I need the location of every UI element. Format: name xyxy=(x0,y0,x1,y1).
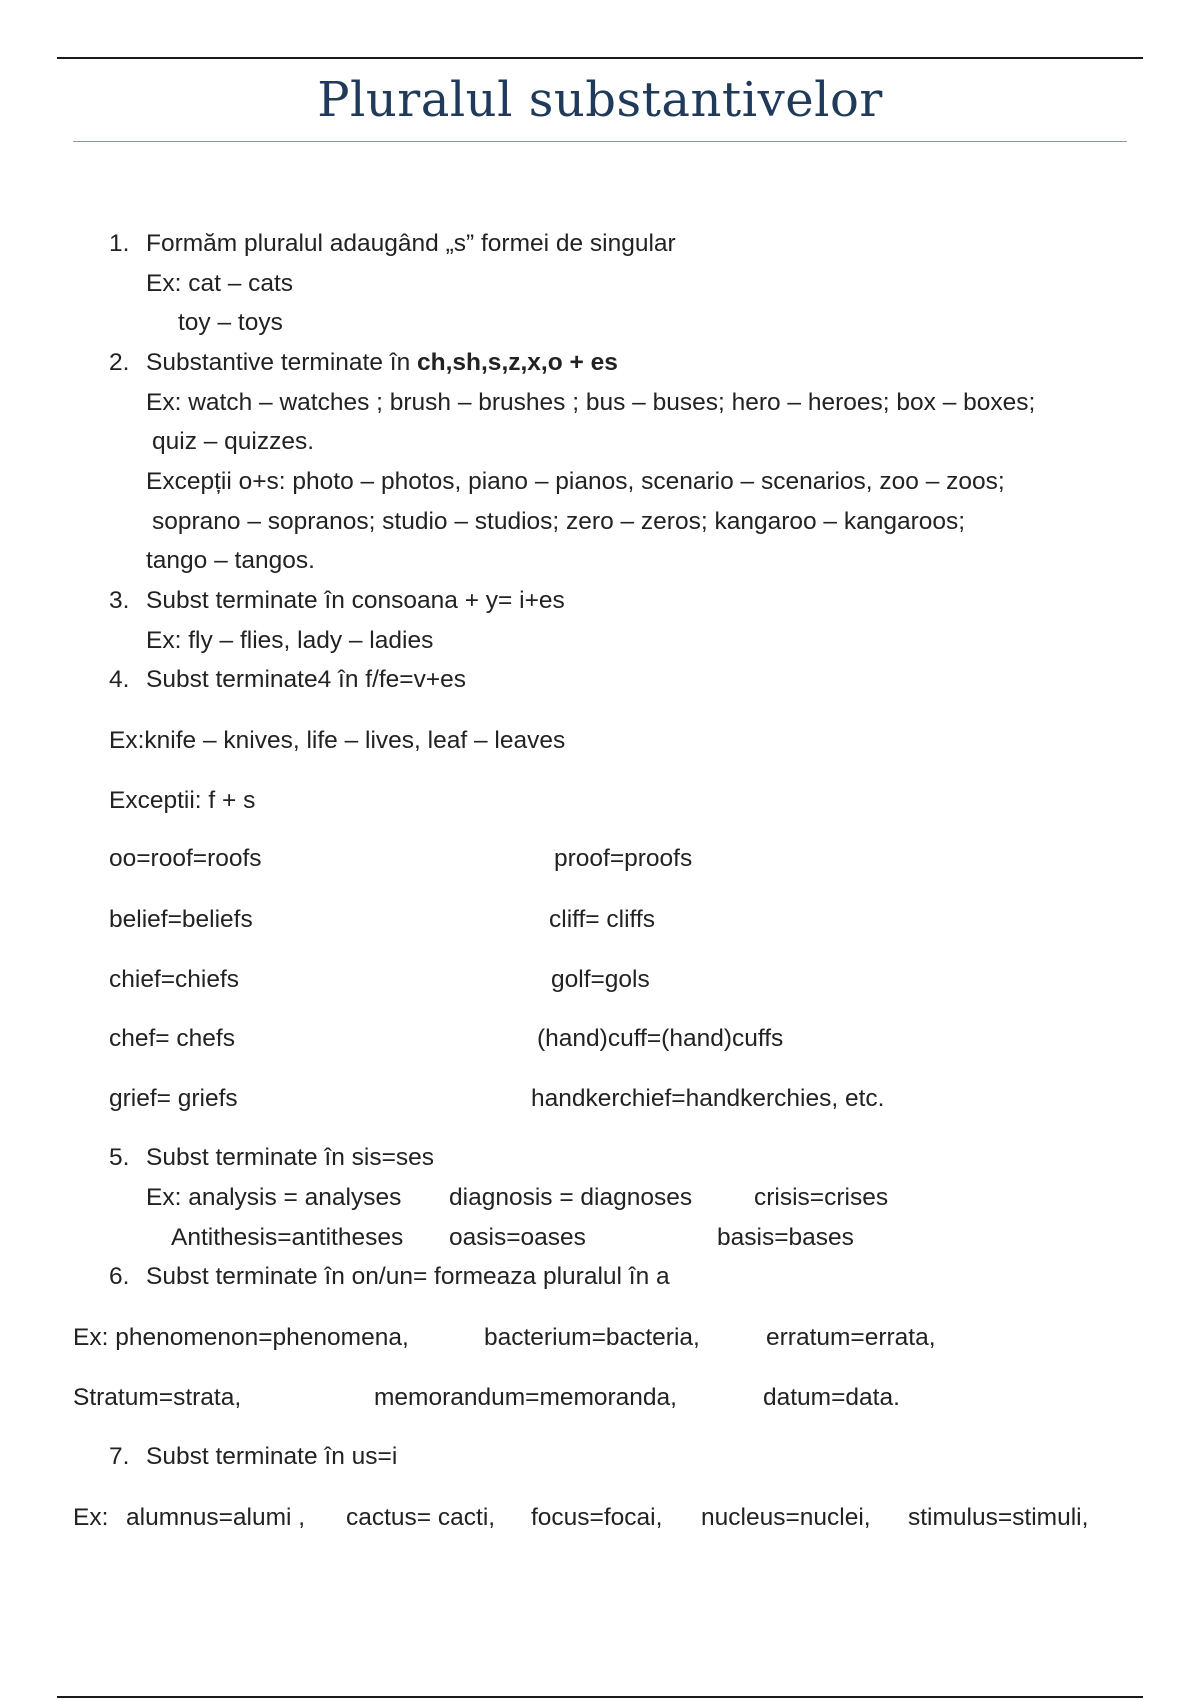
example-text: nucleus=nuclei, xyxy=(701,1504,871,1531)
example-text: Ex: watch – watches ; brush – brushes ; bus – buses; hero – heroes; box – boxes; xyxy=(146,389,1036,416)
example-text: Antithesis=antitheses xyxy=(171,1224,404,1251)
example-text: crisis=crises xyxy=(754,1184,889,1211)
example-text: quiz – quizzes. xyxy=(152,428,315,455)
exception-text: Excepții o+s: photo – photos, piano – pianos, scenario – scenarios, zoo – zoos; xyxy=(146,468,1005,495)
exception-right: proof=proofs xyxy=(554,845,693,872)
item-number: 3. xyxy=(109,587,130,614)
exception-right: golf=gols xyxy=(551,966,650,993)
exception-right: cliff= cliffs xyxy=(549,906,655,933)
title-underline xyxy=(73,141,1127,142)
example-text: Stratum=strata, xyxy=(73,1384,242,1411)
example-text: cactus= cacti, xyxy=(346,1504,496,1531)
exception-text: soprano – sopranos; studio – studios; zero – zeros; kangaroo – kangaroos; xyxy=(152,508,966,535)
exception-left: grief= griefs xyxy=(109,1085,238,1112)
exception-text: tango – tangos. xyxy=(146,547,315,574)
footer-rule xyxy=(57,1696,1143,1698)
rule-text: Subst terminate în on/un= formeaza pluralul în a xyxy=(146,1263,670,1290)
example-text: oasis=oases xyxy=(449,1224,586,1251)
example-text: Ex: phenomenon=phenomena, xyxy=(73,1324,409,1351)
example-text: erratum=errata, xyxy=(766,1324,936,1351)
item-number: 2. xyxy=(109,349,130,376)
rule-text: Subst terminate în consoana + y= i+es xyxy=(146,587,565,614)
exception-left: chief=chiefs xyxy=(109,966,240,993)
exceptions-label: Exceptii: f + s xyxy=(109,787,256,814)
item-number: 7. xyxy=(109,1443,130,1470)
exception-left: oo=roof=roofs xyxy=(109,845,262,872)
example-text: Ex: xyxy=(73,1504,109,1531)
example-text: Ex: cat – cats xyxy=(146,270,294,297)
rule-text xyxy=(146,348,618,378)
example-text: memorandum=memoranda, xyxy=(374,1384,677,1411)
example-text: alumnus=alumi , xyxy=(126,1504,306,1531)
example-text: Ex:knife – knives, life – lives, leaf – leaves xyxy=(109,727,566,754)
rule-text: Subst terminate4 în f/fe=v+es xyxy=(146,666,467,693)
page-title: Pluralul substantivelor xyxy=(317,72,883,128)
example-text: toy – toys xyxy=(178,309,283,336)
item-number: 4. xyxy=(109,666,130,693)
example-text: Ex: fly – flies, lady – ladies xyxy=(146,627,434,654)
rule-text: Formăm pluralul adaugând „s” formei de singular xyxy=(146,230,676,257)
rule-bold: ch,sh,s,z,x,o + es xyxy=(417,349,618,376)
item-number: 1. xyxy=(109,230,130,257)
example-text: diagnosis = diagnoses xyxy=(449,1184,693,1211)
example-text: Ex: analysis = analyses xyxy=(146,1184,402,1211)
exception-right: (hand)cuff=(hand)cuffs xyxy=(537,1025,784,1052)
exception-left: chef= chefs xyxy=(109,1025,235,1052)
example-text: focus=focai, xyxy=(531,1504,663,1531)
example-text: datum=data. xyxy=(763,1384,900,1411)
example-text: stimulus=stimuli, xyxy=(908,1504,1089,1531)
rule-text: Subst terminate în sis=ses xyxy=(146,1144,435,1171)
header-rule xyxy=(57,57,1143,59)
example-text: bacterium=bacteria, xyxy=(484,1324,700,1351)
rule-text: Subst terminate în us=i xyxy=(146,1443,398,1470)
example-text: basis=bases xyxy=(717,1224,854,1251)
rule-prefix: Substantive terminate în xyxy=(146,349,418,376)
exception-left: belief=beliefs xyxy=(109,906,253,933)
item-number: 6. xyxy=(109,1263,130,1290)
exception-right: handkerchief=handkerchies, etc. xyxy=(531,1085,885,1112)
item-number: 5. xyxy=(109,1144,130,1171)
